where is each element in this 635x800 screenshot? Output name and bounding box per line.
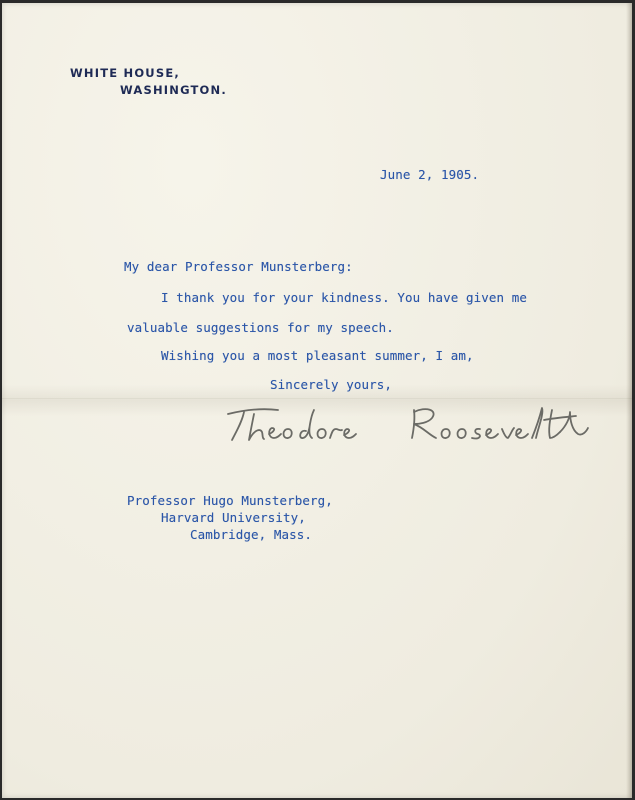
recipient-place: Cambridge, Mass.	[190, 527, 313, 542]
body-line-1: I thank you for your kindness. You have given me	[161, 290, 528, 305]
signature-theodore-roosevelt	[214, 398, 609, 458]
paper-edge	[626, 3, 632, 798]
closing: Sincerely yours,	[270, 377, 393, 392]
body-line-2: valuable suggestions for my speech.	[127, 320, 394, 335]
salutation: My dear Professor Munsterberg:	[124, 259, 353, 274]
letterhead-line-2: WASHINGTON.	[120, 83, 227, 97]
recipient-institution: Harvard University,	[161, 510, 306, 525]
body-line-3: Wishing you a most pleasant summer, I am,	[161, 348, 474, 363]
letterhead-line-1: WHITE HOUSE,	[70, 66, 180, 80]
letter-page	[2, 3, 632, 798]
recipient-name: Professor Hugo Munsterberg,	[127, 493, 333, 508]
letter-date: June 2, 1905.	[380, 167, 480, 182]
